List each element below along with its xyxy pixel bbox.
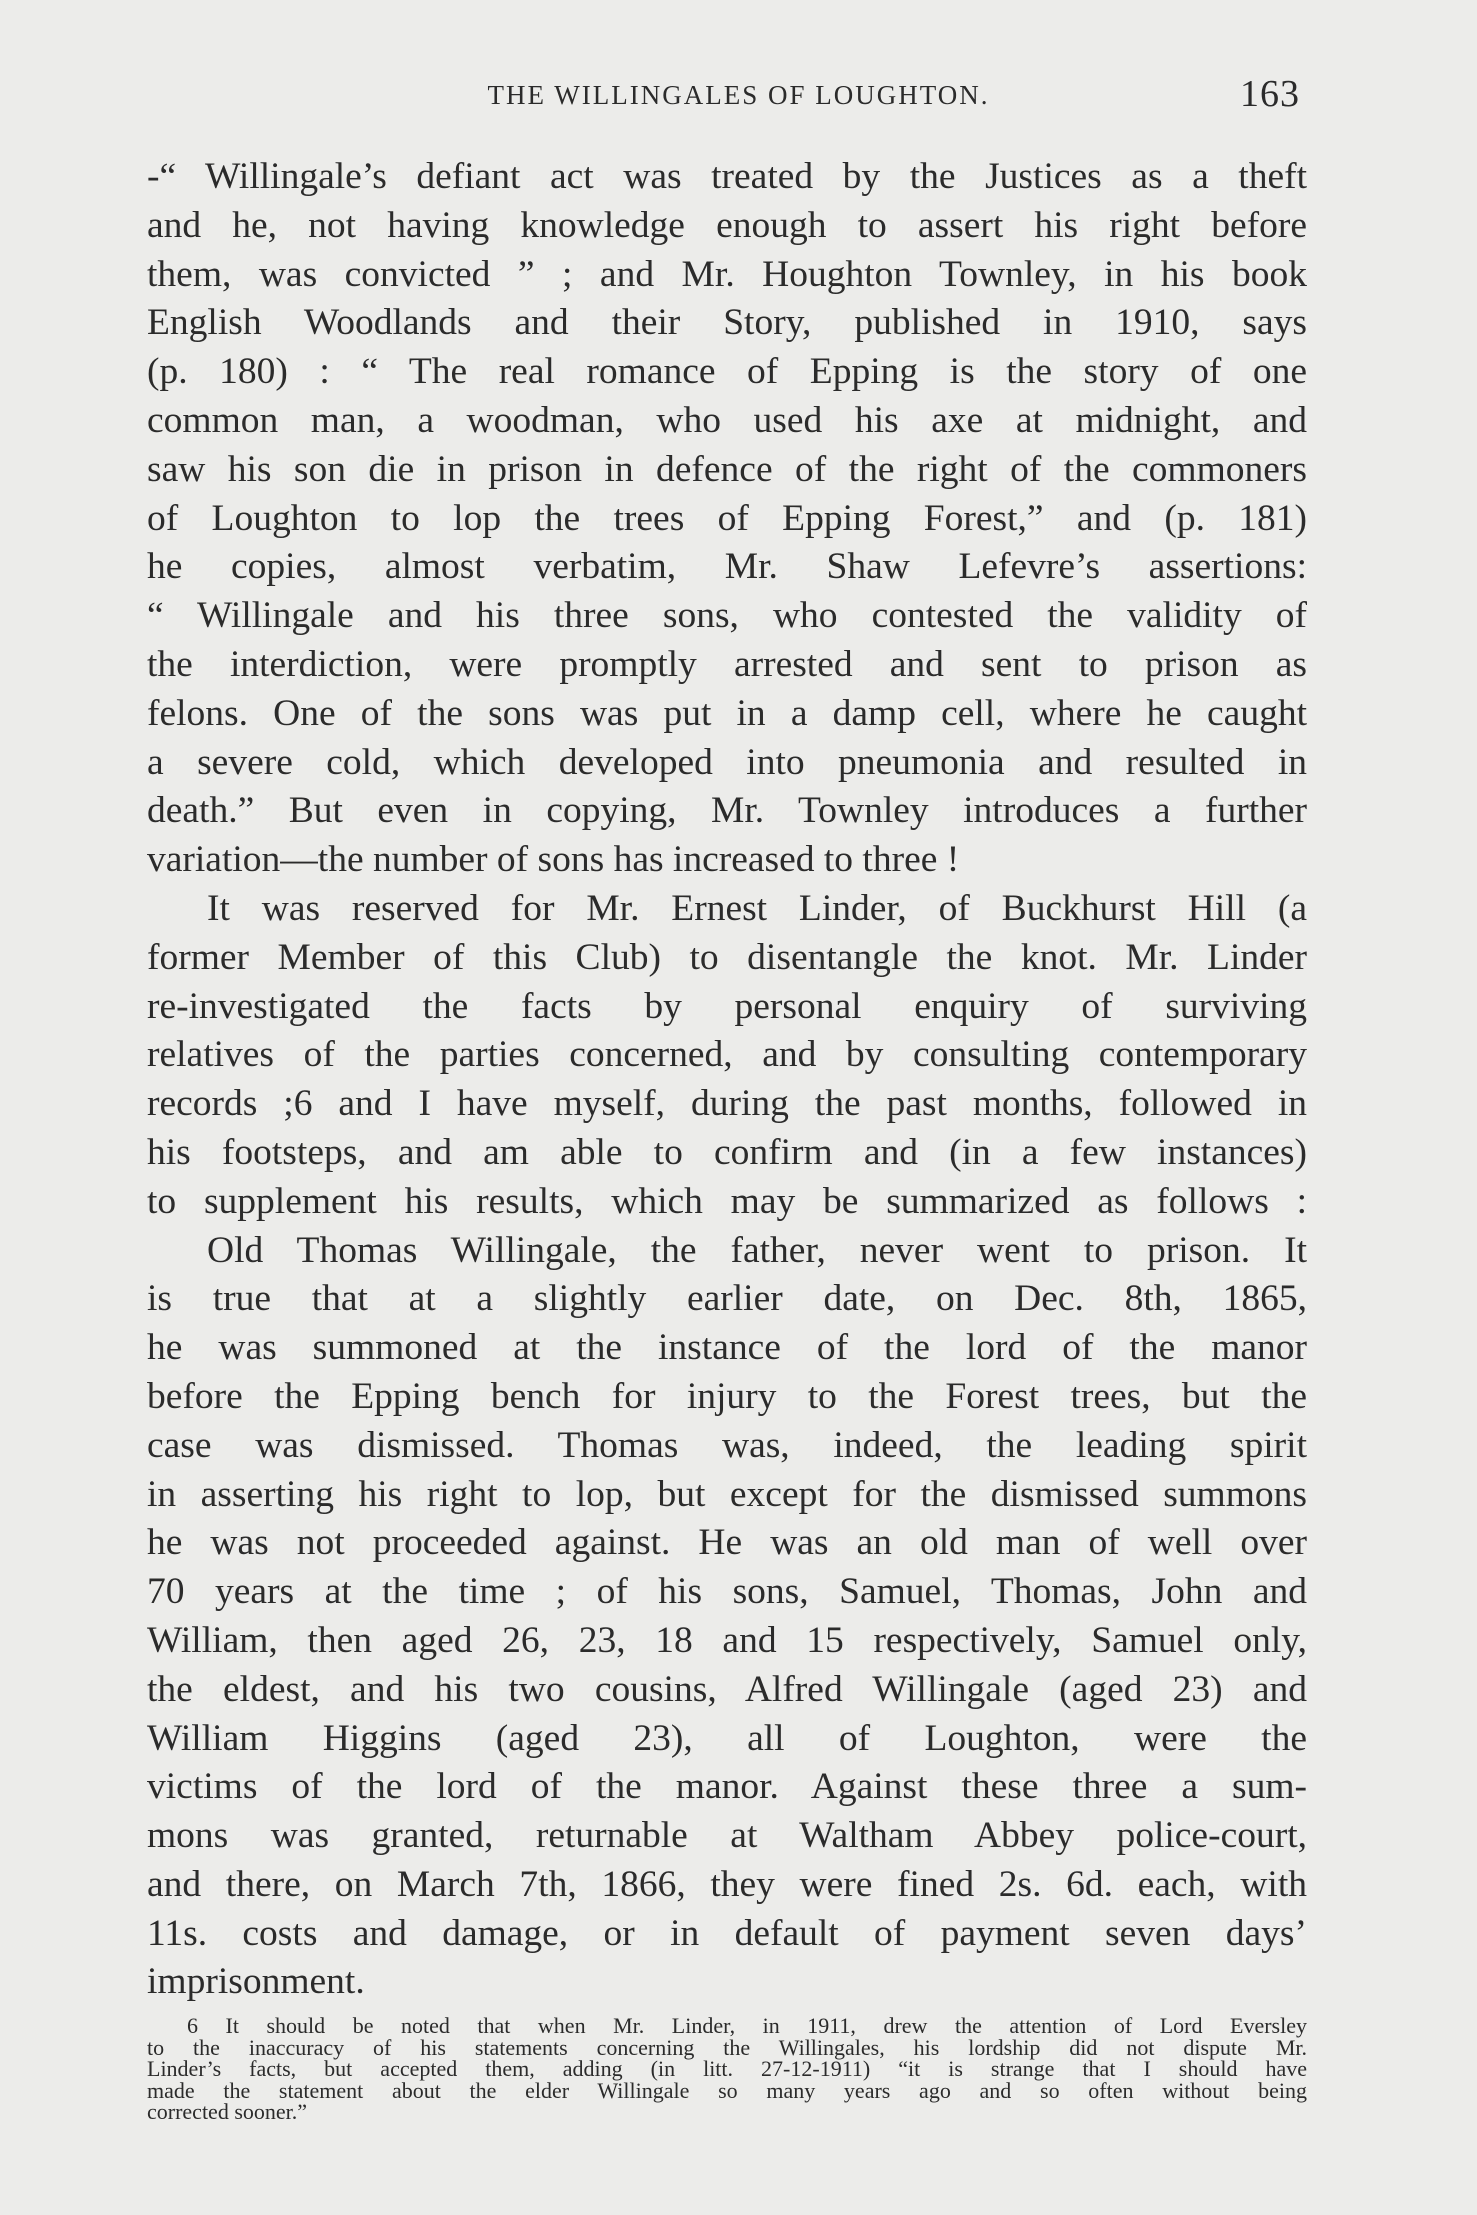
body-line: imprisonment. [147,1961,365,2003]
body-line: mons was granted, returnable at Waltham Abbey police-court, [147,1815,1307,1857]
body-line: of Loughton to lop the trees of Epping Forest,” and (p. 181) [147,497,1307,539]
body-line: saw his son die in prison in defence of the right of the commoners [147,448,1307,490]
body-line: case was dismissed. Thomas was, indeed, the leading spirit [147,1424,1307,1466]
body-line: former Member of this Club) to disentangle the knot. Mr. Linder [147,936,1307,978]
body-line: William Higgins (aged 23), all of Loughton, were the [147,1717,1307,1759]
body-line: victims of the lord of the manor. Against these three a sum- [147,1766,1307,1808]
page-number: 163 [1240,73,1300,115]
body-line: re-investigated the facts by personal enquiry of surviving [147,985,1307,1027]
body-line: them, was convicted ” ; and Mr. Houghton Townley, in his book [147,253,1307,295]
body-line: It was reserved for Mr. Ernest Linder, of Buckhurst Hill (a [207,887,1307,929]
body-line: is true that at a slightly earlier date, on Dec. 8th, 1865, [147,1278,1307,1320]
body-line: English Woodlands and their Story, published in 1910, says [147,302,1307,344]
body-line: relatives of the parties concerned, and by consulting contemporary [147,1034,1307,1076]
body-line: Old Thomas Willingale, the father, never went to prison. It [207,1229,1307,1271]
body-line: and he, not having knowledge enough to assert his right before [147,204,1307,246]
body-line: William, then aged 26, 23, 18 and 15 respectively, Samuel only, [147,1619,1307,1661]
body-line: 70 years at the time ; of his sons, Samuel, Thomas, John and [147,1571,1307,1613]
body-line: (p. 180) : “ The real romance of Epping is the story of one [147,351,1307,393]
body-line: common man, a woodman, who used his axe at midnight, and [147,399,1307,441]
body-line: death.” But even in copying, Mr. Townley introduces a further [147,790,1307,832]
body-line: and there, on March 7th, 1866, they were fined 2s. 6d. each, with [147,1863,1307,1905]
body-line: felons. One of the sons was put in a damp cell, where he caught [147,692,1307,734]
body-line: variation—the number of sons has increased to three ! [147,839,960,881]
body-line: “ Willingale and his three sons, who contested the validity of [147,595,1307,637]
body-line: a severe cold, which developed into pneumonia and resulted in [147,741,1307,783]
running-title: THE WILLINGALES OF LOUGHTON. [487,80,990,110]
footnote-line: corrected sooner.” [147,2099,308,2125]
body-line: in asserting his right to lop, but except for the dismissed summons [147,1473,1307,1515]
body-text [147,153,1307,2007]
footnote-line: 6 It should be noted that when Mr. Linder, in 1911, drew the attention of Lord Eversley [187,2013,1307,2038]
body-line: he was summoned at the instance of the lord of the manor [147,1327,1307,1369]
body-line: to supplement his results, which may be summarized as follows : [147,1180,1307,1222]
body-line: 11s. costs and damage, or in default of payment seven days’ [147,1912,1307,1954]
footnote [147,2015,1307,2123]
body-line: he copies, almost verbatim, Mr. Shaw Lefevre’s assertions: [147,546,1307,588]
footnote-line: Linder’s facts, but accepted them, adding (in litt. 27-12-1911) “it is strange that I should have [147,2056,1307,2082]
body-line: before the Epping bench for injury to the Forest trees, but the [147,1375,1307,1417]
body-line: -“ Willingale’s defiant act was treated by the Justices as a theft [147,156,1307,197]
body-line: his footsteps, and am able to confirm and (in a few instances) [147,1131,1307,1173]
body-line: the interdiction, were promptly arrested and sent to prison as [147,643,1307,685]
body-line: records ;6 and I have myself, during the past months, followed in [147,1083,1307,1125]
body-line: the eldest, and his two cousins, Alfred Willingale (aged 23) and [147,1668,1307,1710]
footnote-line: to the inaccuracy of his statements concerning the Willingales, his lordship did not dispute Mr. [147,2034,1307,2060]
body-line: he was not proceeded against. He was an old man of well over [147,1522,1307,1564]
footnote-line: made the statement about the elder Willingale so many years ago and so often without being [147,2077,1307,2103]
